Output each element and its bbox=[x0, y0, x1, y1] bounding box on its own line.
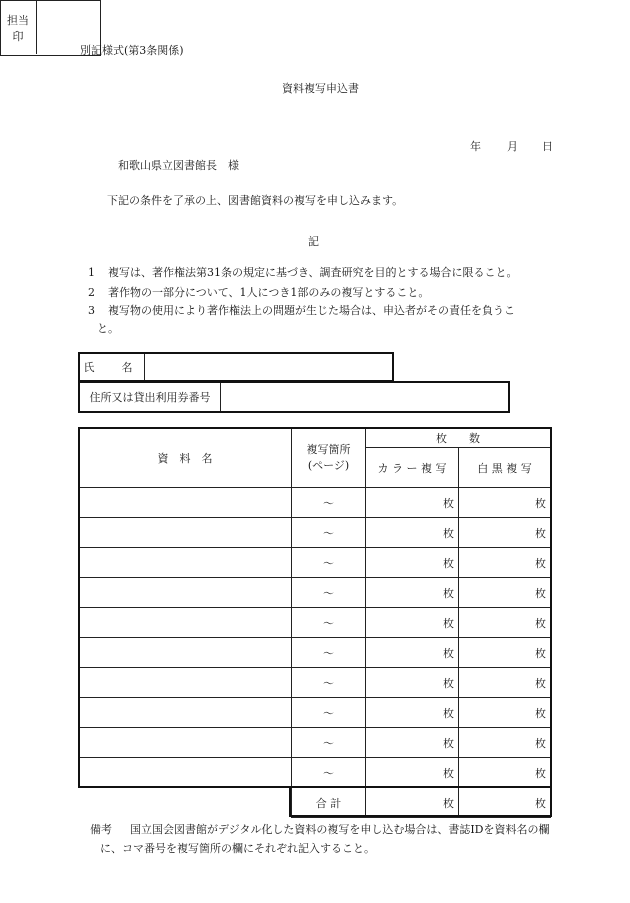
copy-location-cell[interactable]: ～ bbox=[292, 638, 366, 668]
total-row bbox=[79, 788, 551, 818]
copy-location-cell[interactable]: ～ bbox=[292, 698, 366, 728]
total-color-count-cell[interactable]: 枚 bbox=[366, 788, 459, 818]
header-mono-copy: 白 黒 複 写 bbox=[459, 448, 551, 488]
table-row bbox=[79, 578, 551, 608]
color-count-cell[interactable]: 枚 bbox=[366, 608, 459, 638]
condition-text: 著作物の一部分について、1人につき1部のみの複写とすること。 bbox=[108, 286, 430, 299]
date-day-label: 日 bbox=[542, 140, 553, 153]
ki-heading: 記 bbox=[308, 235, 319, 248]
color-count-cell[interactable]: 枚 bbox=[366, 518, 459, 548]
table-row bbox=[79, 668, 551, 698]
copy-location-cell[interactable]: ～ bbox=[292, 548, 366, 578]
total-mono-count-cell[interactable]: 枚 bbox=[459, 788, 551, 818]
table-row bbox=[79, 728, 551, 758]
color-count-cell[interactable]: 枚 bbox=[366, 668, 459, 698]
material-name-cell[interactable] bbox=[79, 578, 292, 608]
material-name-cell[interactable] bbox=[79, 638, 292, 668]
color-count-cell[interactable]: 枚 bbox=[366, 758, 459, 788]
table-row bbox=[79, 518, 551, 548]
name-label: 氏 名 bbox=[80, 354, 145, 380]
material-name-cell[interactable] bbox=[79, 668, 292, 698]
mono-count-cell[interactable]: 枚 bbox=[459, 548, 551, 578]
copy-location-cell[interactable]: ～ bbox=[292, 728, 366, 758]
mono-count-cell[interactable]: 枚 bbox=[459, 728, 551, 758]
remarks-text: 国立国会図書館がデジタル化した資料の複写を申し込む場合は、書誌IDを資料名の欄に、コマ番号を複写箇所の欄にそれぞれ記入すること。 bbox=[100, 823, 550, 855]
stamp-label bbox=[0, 0, 37, 54]
document-title: 資料複写申込書 bbox=[282, 82, 359, 95]
table-row bbox=[79, 548, 551, 578]
material-name-cell[interactable] bbox=[79, 758, 292, 788]
table-row bbox=[79, 488, 551, 518]
mono-count-cell[interactable]: 枚 bbox=[459, 758, 551, 788]
total-row-blank bbox=[79, 788, 292, 818]
stamp-label-line1: 担当 bbox=[7, 14, 29, 27]
copy-location-cell[interactable]: ～ bbox=[292, 578, 366, 608]
condition-number: 1 bbox=[88, 266, 95, 279]
mono-count-cell[interactable]: 枚 bbox=[459, 608, 551, 638]
material-name-cell[interactable] bbox=[79, 728, 292, 758]
remarks-label: 備考 bbox=[90, 823, 112, 836]
table-row bbox=[79, 698, 551, 728]
condition-number: 2 bbox=[88, 286, 95, 299]
date-year-label: 年 bbox=[470, 140, 481, 153]
material-name-cell[interactable] bbox=[79, 518, 292, 548]
material-name-cell[interactable] bbox=[79, 698, 292, 728]
copy-location-cell[interactable]: ～ bbox=[292, 488, 366, 518]
header-copy-location-line2: (ページ) bbox=[307, 458, 350, 472]
request-statement: 下記の条件を了承の上、図書館資料の複写を申し込みます。 bbox=[107, 194, 404, 207]
condition-text: 複写は、著作権法第31条の規定に基づき、調査研究を目的とする場合に限ること。 bbox=[108, 266, 518, 279]
copy-location-cell[interactable]: ～ bbox=[292, 668, 366, 698]
material-name-cell[interactable] bbox=[79, 548, 292, 578]
header-copy-location-line1: 複写箇所 bbox=[306, 442, 351, 456]
material-name-cell[interactable] bbox=[79, 488, 292, 518]
stamp-label-line2: 印 bbox=[12, 30, 24, 43]
color-count-cell[interactable]: 枚 bbox=[366, 728, 459, 758]
header-color-copy: カ ラ ー 複 写 bbox=[366, 448, 459, 488]
condition-number: 3 bbox=[88, 304, 95, 317]
mono-count-cell[interactable]: 枚 bbox=[459, 578, 551, 608]
table-row bbox=[79, 758, 551, 788]
table-row bbox=[79, 638, 551, 668]
header-sheet-count: 枚 数 bbox=[366, 428, 551, 448]
copy-location-cell[interactable]: ～ bbox=[292, 758, 366, 788]
address-field-box bbox=[78, 381, 510, 413]
condition-3-continued: と。 bbox=[97, 322, 119, 335]
copy-location-cell[interactable]: ～ bbox=[292, 518, 366, 548]
form-number: 別記様式(第3条関係) bbox=[80, 44, 184, 57]
condition-text: 複写物の使用により著作権法上の問題が生じた場合は、申込者がその責任を負うこ bbox=[108, 304, 515, 317]
copy-location-cell[interactable]: ～ bbox=[292, 608, 366, 638]
color-count-cell[interactable]: 枚 bbox=[366, 578, 459, 608]
address-label: 住所又は貸出利用券番号 bbox=[80, 383, 221, 411]
name-field-box bbox=[78, 352, 394, 382]
material-name-cell[interactable] bbox=[79, 608, 292, 638]
mono-count-cell[interactable]: 枚 bbox=[459, 698, 551, 728]
addressee: 和歌山県立図書館長 様 bbox=[118, 159, 239, 172]
color-count-cell[interactable]: 枚 bbox=[366, 548, 459, 578]
mono-count-cell[interactable]: 枚 bbox=[459, 638, 551, 668]
color-count-cell[interactable]: 枚 bbox=[366, 638, 459, 668]
header-copy-location bbox=[292, 428, 366, 488]
materials-table bbox=[78, 427, 551, 818]
mono-count-cell[interactable]: 枚 bbox=[459, 668, 551, 698]
header-material-name: 資 料 名 bbox=[79, 428, 292, 488]
color-count-cell[interactable]: 枚 bbox=[366, 698, 459, 728]
table-row bbox=[79, 608, 551, 638]
date-month-label: 月 bbox=[507, 140, 518, 153]
total-label: 合 計 bbox=[292, 788, 366, 818]
mono-count-cell[interactable]: 枚 bbox=[459, 488, 551, 518]
color-count-cell[interactable]: 枚 bbox=[366, 488, 459, 518]
mono-count-cell[interactable]: 枚 bbox=[459, 518, 551, 548]
